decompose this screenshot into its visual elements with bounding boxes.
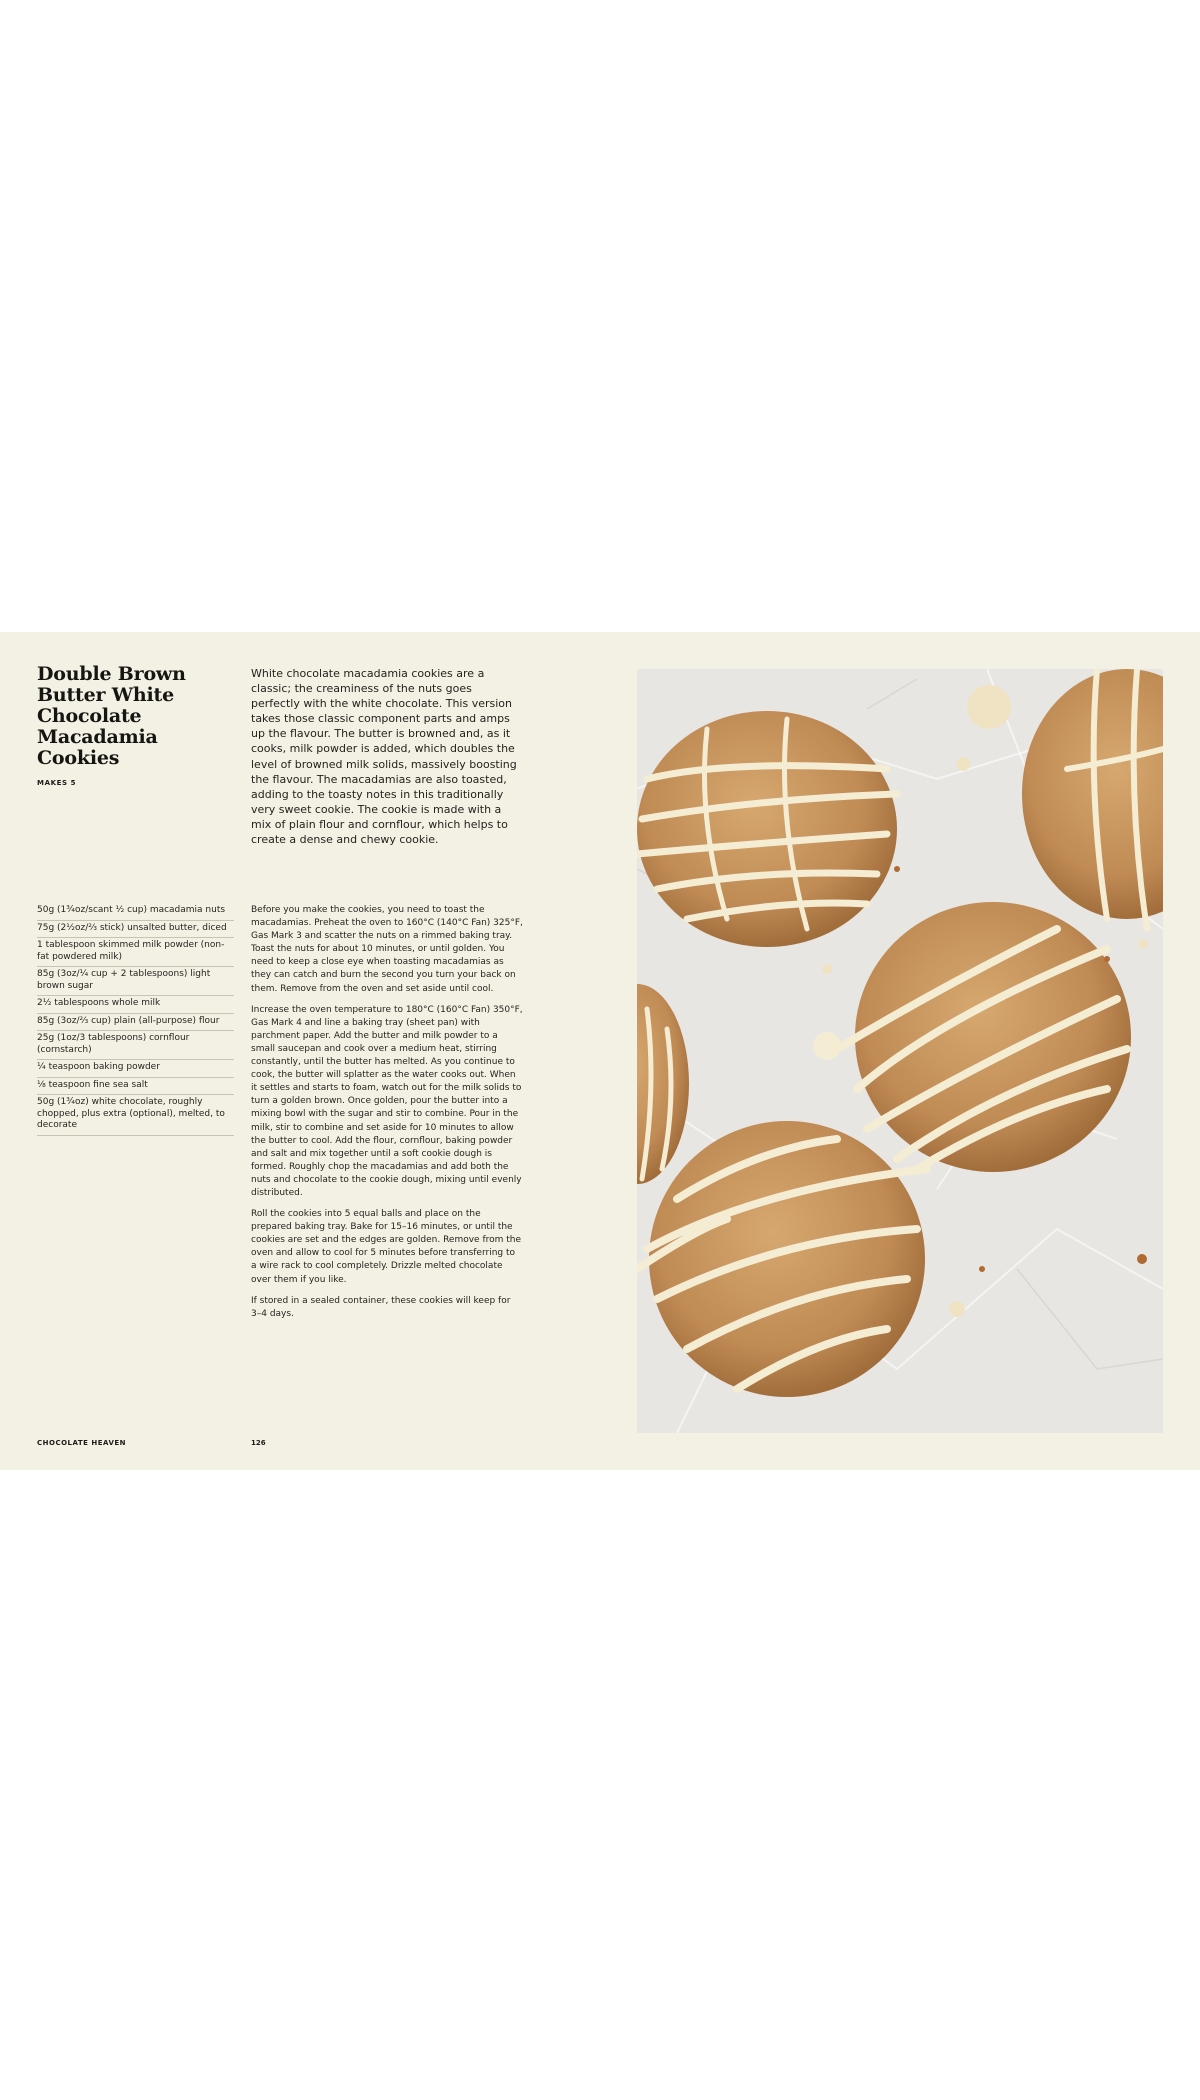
ingredient-item: 25g (1oz/3 tablespoons) cornflour (cornstarch): [37, 1031, 234, 1060]
ingredient-item: 85g (3oz/⅔ cup) plain (all-purpose) flour: [37, 1014, 234, 1032]
page-number: 126: [251, 1439, 266, 1447]
ingredient-item: 85g (3oz/¼ cup + 2 tablespoons) light brown sugar: [37, 967, 234, 996]
ingredient-item: ¼ teaspoon baking powder: [37, 1060, 234, 1078]
ingredient-list: [37, 903, 234, 1136]
ingredient-item: 50g (1¾oz/scant ½ cup) macadamia nuts: [37, 903, 234, 921]
recipe-intro: White chocolate macadamia cookies are a classic; the creaminess of the nuts goes perfectly with the white chocolate. This version takes those classic component parts and amps up the flavour. The butter is browned and, as it cooks, milk powder is added, which doubles the level of browned milk solids, massively boosting the flavour. The macadamias are also toasted, adding to the toasty notes in this traditionally very sweet cookie. The cookie is made with a mix of plain flour and cornflour, which helps to create a dense and chewy cookie.: [251, 667, 517, 847]
ingredient-item: 1 tablespoon skimmed milk powder (non-fat powdered milk): [37, 938, 234, 967]
cookies-photo: [637, 669, 1163, 1433]
cookbook-page-spread: [0, 632, 1200, 1470]
footer-section-title: CHOCOLATE HEAVEN: [37, 1439, 127, 1447]
method-steps: [251, 904, 523, 1329]
cookie: [637, 711, 897, 947]
ingredient-item: 75g (2½oz/⅔ stick) unsalted butter, diced: [37, 921, 234, 939]
ingredient-item: 2½ tablespoons whole milk: [37, 996, 234, 1014]
recipe-yield: MAKES 5: [37, 779, 77, 787]
cookies-illustration: [637, 669, 1163, 1433]
method-step: Roll the cookies into 5 equal balls and place on the prepared baking tray. Bake for 15–16 minutes, or until the cookies are set and the edges are golden. Remove from the oven and allow to cool for 5 minutes before transferring to a wire rack to cool completely. Drizzle melted chocolate over them if you like.: [251, 1209, 522, 1285]
ingredient-item: 50g (1¾oz) white chocolate, roughly chopped, plus extra (optional), melted, to decorate: [37, 1095, 234, 1136]
method-step: If stored in a sealed container, these cookies will keep for 3–4 days.: [251, 1295, 511, 1319]
ingredient-item: ⅛ teaspoon fine sea salt: [37, 1078, 234, 1096]
recipe-title: Double Brown Butter White Chocolate Macadamia Cookies: [37, 663, 186, 769]
method-step: Increase the oven temperature to 180°C (160°C Fan) 350°F, Gas Mark 4 and line a baking tray (sheet pan) with parchment paper. Add the butter and milk powder to a small saucepan and cook over a medium heat, stirring constantly, until the butter has melted. As you continue to cook, the butter will splatter as the water cooks out. When it settles and starts to foam, watch out for the milk solids to turn a golden brown. Once golden, pour the butter into a mixing bowl with the sugar and stir to combine. Pour in the milk, stir to combine and set aside for 10 minutes to allow the butter to cool. Add the flour, cornflour, baking powder and salt and mix together until a soft cookie dough is formed. Roughly chop the macadamias and add both the nuts and chocolate to the cookie dough, mixing until evenly distributed.: [251, 1004, 523, 1198]
method-step: Before you make the cookies, you need to toast the macadamias. Preheat the oven to 160°C (140°C Fan) 325°F, Gas Mark 3 and scatter the nuts on a rimmed baking tray. Toast the nuts for about 10 minutes, or until golden. You need to keep a close eye when toasting macadamias as they can catch and burn the second you turn your back on them. Remove from the oven and set aside until cool.: [251, 905, 523, 994]
